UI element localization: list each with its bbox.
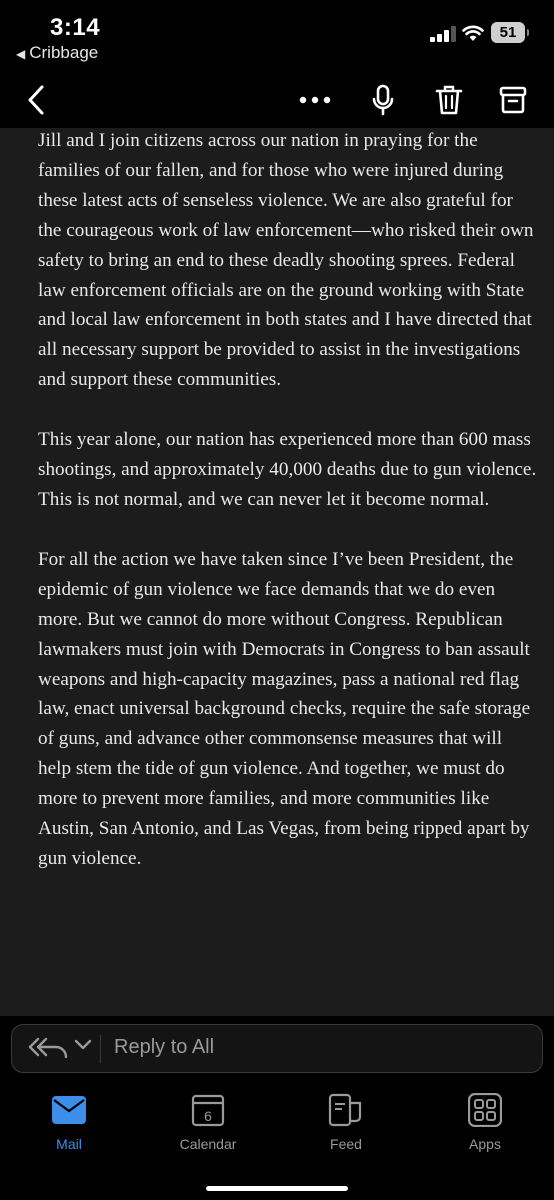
tab-feed[interactable]	[286, 1090, 406, 1152]
back-icon	[26, 84, 46, 116]
tab-mail[interactable]	[9, 1090, 129, 1152]
more-icon	[299, 96, 331, 104]
mail-icon	[52, 1096, 86, 1124]
home-indicator[interactable]	[206, 1186, 348, 1191]
archive-icon	[499, 85, 527, 115]
delete-button[interactable]	[429, 72, 469, 128]
back-to-app-link[interactable]	[16, 43, 98, 63]
apps-grid-icon	[468, 1093, 502, 1127]
tab-feed-label: Feed	[330, 1136, 362, 1152]
reply-all-icon[interactable]	[26, 1033, 70, 1063]
email-toolbar	[0, 72, 554, 128]
wifi-icon	[462, 24, 484, 42]
microphone-icon	[371, 84, 395, 116]
reply-bar[interactable]	[11, 1024, 543, 1073]
email-message	[38, 128, 538, 904]
archive-button[interactable]	[493, 72, 533, 128]
bottom-tab-bar	[0, 1080, 554, 1200]
email-paragraph: This year alone, our nation has experienced more than 600 mass shootings, and approximately 40,000 deaths due to gun violence. This is not normal, and we can never let it become normal.	[38, 429, 537, 510]
trash-icon	[435, 84, 463, 116]
tab-calendar[interactable]	[148, 1090, 268, 1152]
email-body[interactable]	[0, 128, 554, 1016]
reply-divider	[100, 1035, 101, 1063]
tab-apps[interactable]	[425, 1090, 545, 1152]
battery-indicator: 51	[491, 22, 525, 43]
tab-calendar-label: Calendar	[179, 1136, 237, 1152]
calendar-day-number: 6	[204, 1108, 212, 1124]
tab-mail-label: Mail	[56, 1136, 82, 1152]
reply-to-all-input[interactable]: Reply to All	[114, 1036, 215, 1058]
tab-apps-label: Apps	[469, 1136, 501, 1152]
more-options-button[interactable]	[294, 72, 336, 128]
back-app-label: Cribbage	[29, 43, 99, 62]
dictation-button[interactable]	[363, 72, 403, 128]
back-triangle-icon: ◀	[16, 47, 26, 61]
status-time: 3:14	[50, 14, 101, 41]
calendar-icon	[191, 1093, 225, 1127]
email-paragraph: Jill and I join citizens across our nation in praying for the families of our fallen, and for those who were injured during these latest acts of senseless violence. We are also grateful for the courageous work of law enforcement—who risked their own safety to bring an end to these deadly shooting sprees. Federal law enforcement officials are on the ground working with State and local law enforcement in both states and I have directed that all necessary support be provided to assist in the investigations and support these communities.	[38, 130, 534, 391]
cellular-signal-icon	[430, 26, 460, 42]
email-paragraph: For all the action we have taken since I’ve been President, the epidemic of gun violence we face demands that we do even more. But we cannot do more without Congress. Republican lawmakers must join with Democrats in Congress to ban assault weapons and high-capacity magazines, pass a national red flag law, enact universal background checks, require the safe storage of guns, and advance other commonsense measures that will help stem the tide of gun violence. And together, we must do more to prevent more families, and more communities like Austin, San Antonio, and Las Vegas, from being ripped apart by gun violence.	[38, 548, 531, 869]
status-bar	[0, 0, 554, 70]
chevron-down-icon[interactable]	[74, 1039, 92, 1051]
back-button[interactable]	[18, 72, 54, 128]
feed-icon	[328, 1093, 364, 1127]
